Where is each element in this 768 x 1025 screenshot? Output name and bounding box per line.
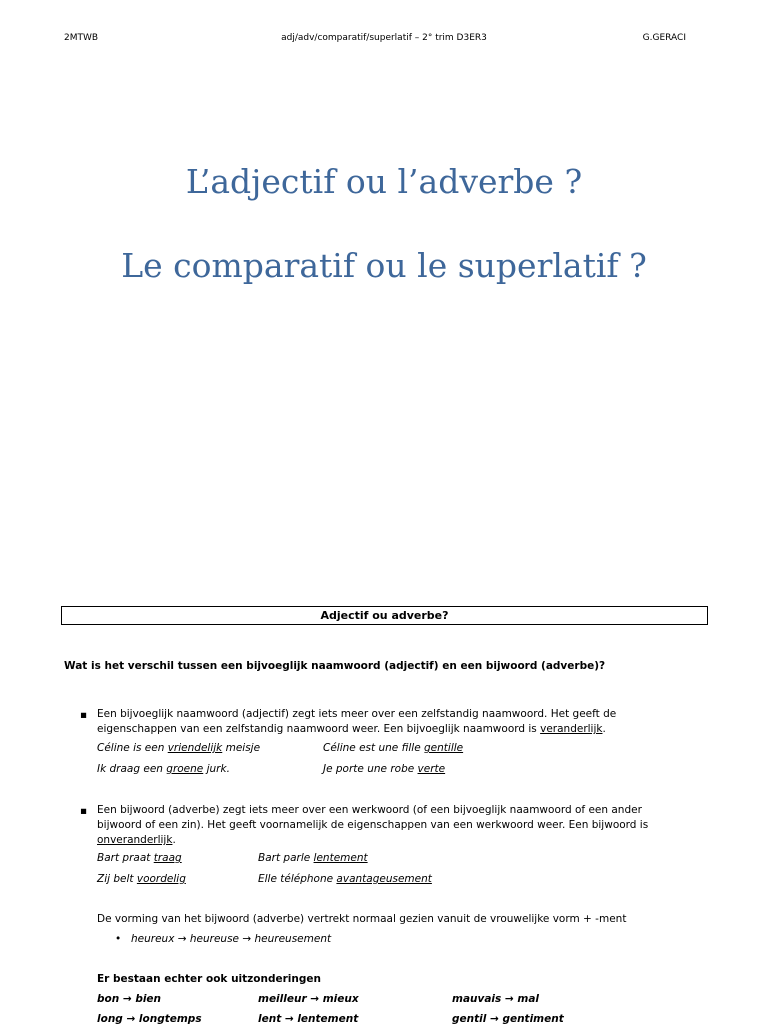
exception-item: gentil → gentiment	[452, 1013, 564, 1025]
exception-item: long → longtemps	[97, 1013, 202, 1025]
exception-item: bon → bien	[97, 993, 162, 1005]
adjectif-example-nl-2: Ik draag een groene jurk.	[97, 763, 230, 775]
adverbe-example-nl-2: Zij belt voordelig	[97, 873, 186, 885]
exception-item: mauvais → mal	[452, 993, 540, 1005]
title-line-2: Le comparatif ou le superlatif ?	[121, 246, 647, 285]
adverbe-example-nl-1: Bart praat traag	[97, 852, 182, 864]
exceptions-title: Er bestaan echter ook uitzonderingen	[97, 973, 321, 985]
adjectif-explanation	[97, 707, 657, 737]
exception-item: lent → lentement	[258, 1013, 359, 1025]
adjectif-keyword: veranderlijk	[540, 723, 603, 735]
adverbe-line-3: onveranderlijk.	[97, 834, 176, 846]
adjectif-example-fr-1: Céline est une fille gentille	[323, 742, 464, 754]
adjectif-line-2	[97, 722, 657, 737]
adverbe-line-2: bijwoord of een zin). Het geeft voornamelijk de eigenschappen van een werkwoord weer. Een bijwoord is	[97, 819, 649, 831]
adverbe-example-fr-2: Elle téléphone avantageusement	[258, 873, 432, 885]
adjectif-example-nl-1: Céline is een vriendelijk meisje	[97, 742, 261, 754]
adverbe-line-1: Een bijwoord (adverbe) zegt iets meer over een werkwoord (of een bijvoeglijk naamwoord of een ander	[97, 804, 642, 816]
header-left: 2MTWB	[64, 33, 99, 43]
adverbe-keyword: onveranderlijk	[97, 834, 173, 846]
adjectif-line-2-text: eigenschappen van een zelfstandig naamwoord weer. Een bijvoeglijk naamwoord is	[97, 723, 541, 735]
formation-rule: De vorming van het bijwoord (adverbe) vertrekt normaal gezien vanuit de vrouwelijke vorm + -ment	[97, 913, 627, 925]
adjectif-line-2-end: .	[602, 723, 606, 735]
bullet-icon: ▪	[80, 805, 88, 817]
section-question: Wat is het verschil tussen een bijvoeglijk naamwoord (adjectif) en een bijwoord (adverbe)?	[64, 660, 606, 672]
header-right: G.GERACI	[642, 33, 686, 43]
adverbe-explanation	[97, 803, 687, 848]
title-line-1: L’adjectif ou l’adverbe ?	[185, 162, 583, 201]
header-center: adj/adv/comparatif/superlatif – 2° trim D3ER3	[281, 33, 487, 43]
exception-item: meilleur → mieux	[258, 993, 359, 1005]
bullet-icon: •	[115, 933, 122, 945]
formation-example: heureux → heureuse → heureusement	[131, 933, 332, 945]
adjectif-example-fr-2: Je porte une robe verte	[323, 763, 446, 775]
adverbe-example-fr-1: Bart parle lentement	[258, 852, 368, 864]
adjectif-line-1: Een bijvoeglijk naamwoord (adjectif) zegt iets meer over een zelfstandig naamwoord. Het geeft de	[97, 708, 617, 720]
bullet-icon: ▪	[80, 709, 88, 721]
section-heading: Adjectif ou adverbe?	[61, 606, 708, 625]
